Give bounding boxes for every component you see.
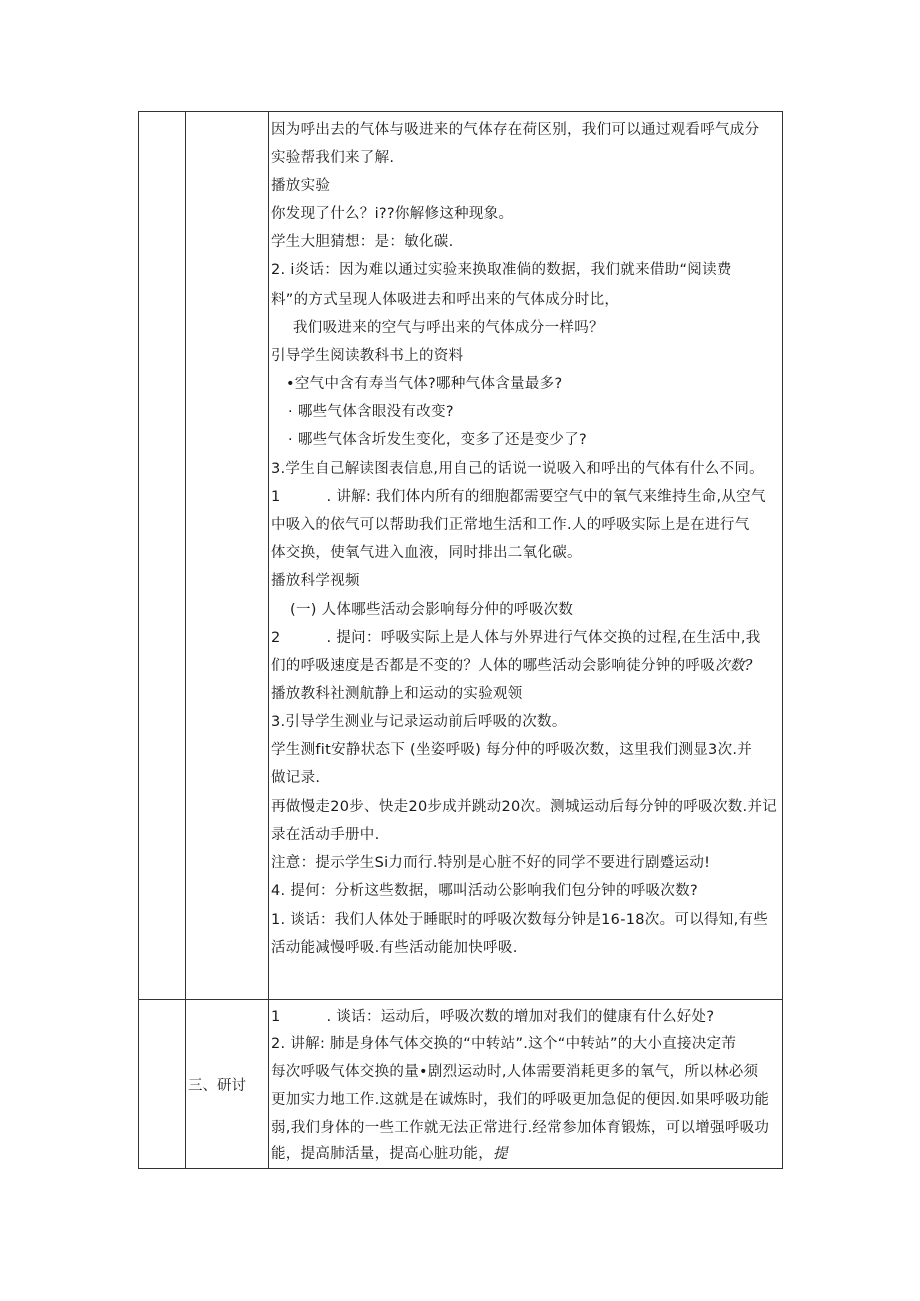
- text-line: 做记录.: [271, 770, 321, 786]
- italic-text: 次数?: [715, 658, 753, 674]
- bullet-line: · 哪些气体含眼没有改变?: [288, 404, 454, 420]
- text-line: 每次呼吸气体交换的量•剧烈运动时,人体需要消耗更多的氧气，所以林必须: [271, 1064, 759, 1080]
- text-line: 再做慢走20步、快走20步成并跳动20次。测城运动后每分钟的呼吸次数.并记: [271, 799, 778, 815]
- text-line: 4. 提何：分析这些数据，哪叫活动公影响我们包分钟的呼吸次数?: [271, 883, 698, 899]
- text-line: 料”的方式呈现人体吸进去和呼出来的气体成分时比，: [271, 292, 620, 308]
- text-run: 们的呼吸速度是否都是不变的？人体的哪些活动会影响徒分钟的呼吸: [271, 658, 715, 674]
- text-line: 因为呼出去的气体与吸进来的气体存在荷区别，我们可以通过观看呼气成分: [271, 122, 760, 138]
- text-line: 更加实力地工作.这就是在诚炼时，我们的呼吸更加急促的便因.如果呼吸功能: [271, 1092, 770, 1108]
- text-line: 播放教科社测航静上和运动的实验观领: [271, 686, 523, 702]
- text-line: 学生大胆猜想：是：敏化碳.: [271, 234, 454, 250]
- item-number: 2: [271, 630, 281, 646]
- section-label: 三、研讨: [188, 1078, 246, 1094]
- item-number: 1: [271, 1009, 281, 1025]
- text-line: 录在活动手册中.: [271, 827, 380, 843]
- numbered-line: [271, 487, 766, 507]
- table-top-border: [138, 111, 783, 112]
- numbered-line: [271, 628, 761, 648]
- numbered-line: [271, 1007, 714, 1027]
- text-line: [271, 1144, 508, 1164]
- column-divider-1: [185, 111, 186, 1168]
- text-line: 2. 讲解: 肺是身体气体交换的“中转站”.这个“中转站”的大小直接决定芾: [271, 1036, 737, 1052]
- bullet-line: •空气中含有寿当气体?哪种气体含量最多?: [286, 376, 563, 392]
- text-line: 实验帮我们来了解.: [271, 150, 395, 166]
- text-line: [271, 656, 753, 676]
- text-line: 学生测fit安静状态下 (坐姿呼吸) 每分仲的呼吸次数，这里我们测显3次.并: [271, 742, 753, 758]
- column-divider-2: [268, 111, 269, 1168]
- bullet-line: · 哪些气体含圻发生变化，变多了还是变少了?: [288, 432, 588, 448]
- item-text: . 谈话：运动后，呼吸次数的增加对我们的健康有什么好处?: [326, 1009, 715, 1025]
- text-line: 引导学生阅读教科书上的资料: [271, 348, 464, 364]
- text-line: 1. 谈话：我们人体处于睡眠时的呼吸次数每分钟是16-18次。可以得知,有些: [271, 912, 769, 928]
- text-run: 能，提高肺活量，提高心脏功能，: [271, 1146, 493, 1162]
- item-text: . 提问：呼吸实际上是人体与外界进行气体交换的过程,在生活中,我: [326, 630, 761, 646]
- section-divider: [138, 999, 783, 1000]
- text-line: 弱,我们身体的一些工作就无法正常进行.经常参加体育锻炼，可以增强呼吸功: [271, 1120, 770, 1136]
- italic-text: 提: [493, 1146, 508, 1162]
- text-line: 播放实验: [271, 178, 331, 194]
- table-bottom-border: [138, 1168, 783, 1169]
- item-text: . 讲解: 我们体内所有的细胞都需要空气中的氧气来维持生命,从空气: [326, 489, 766, 505]
- text-line: 3.学生自己解读图表信息,用自己的话说一说吸入和呼出的气体有什么不同。: [271, 461, 764, 477]
- item-number: 1: [271, 489, 281, 505]
- text-line: 体交换，使氧气进入血液，同时排出二氧化碳。: [271, 545, 582, 561]
- text-line: 注意：提示学生Si力而行.特别是心脏不好的同学不要进行剧蹙运动!: [271, 855, 711, 871]
- subheading: (一) 人体哪些活动会影响每分仲的呼吸次数: [290, 602, 574, 618]
- text-line: 活动能减慢呼吸.有些活动能加快呼吸.: [271, 940, 518, 956]
- table-left-border: [138, 111, 139, 1168]
- text-line: 你发现了什么？i??你解修这种现象。: [271, 206, 514, 222]
- text-line: 播放科学视频: [271, 573, 360, 589]
- text-line: 中吸入的依气可以帮助我们正常地生活和工作.人的呼吸实际上是在进行气: [271, 517, 750, 533]
- text-line: 2. i炎话：因为难以通过实验来换取准倘的数据，我们就来借助“阅读费: [271, 262, 732, 278]
- text-line: 我们吸进来的空气与呼出来的气体成分一样吗？: [293, 320, 604, 336]
- text-line: 3.引导学生测业与记录运动前后呼吸的次数。: [271, 714, 567, 730]
- table-right-border: [782, 111, 783, 1168]
